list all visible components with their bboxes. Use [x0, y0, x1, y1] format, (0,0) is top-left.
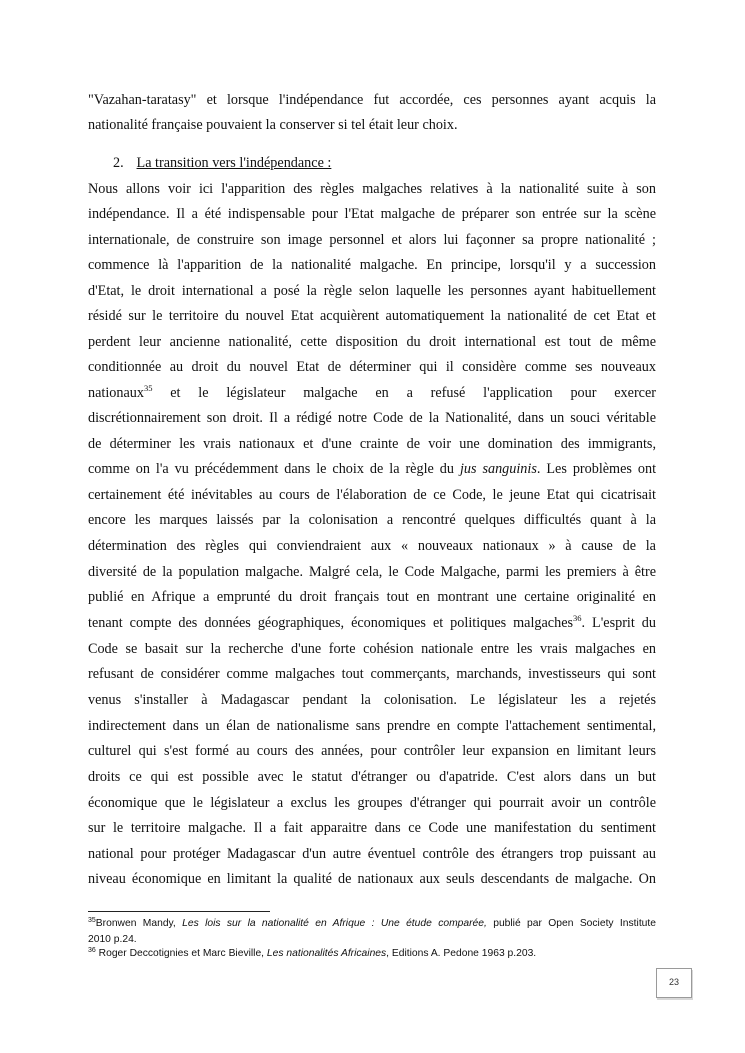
footnote-35 [88, 917, 656, 931]
body-line: niveau économique en limitant la qualité de nationaux aux seuls descendants de malgache. On [88, 871, 656, 887]
footnote-number: 35 [88, 917, 96, 924]
body-line: Nous allons voir ici l'apparition des règles malgaches relatives à la nationalité suite à son [88, 181, 656, 197]
body-line: indirectement dans un élan de nationalisme sans prendre en compte l'attachement sentimental, [88, 718, 656, 734]
footnote-35-line2: 2010 p.24. [88, 934, 137, 945]
body-line: Code se basait sur la recherche d'une forte cohésion nationale entre les vrais malgaches en [88, 641, 656, 657]
body-line: économique que le législateur a exclus les groupes d'étranger qui pourrait avoir un contrôle [88, 795, 656, 811]
body-line: refusant de considérer comme malgaches tout commerçants, marchands, investisseurs qui sont [88, 666, 656, 682]
body-text: . L'esprit du [581, 615, 656, 631]
body-line: de déterminer les vrais nationaux et d'une crainte de voir une domination des immigrants, [88, 436, 656, 452]
section-number: 2. [113, 155, 124, 171]
body-line [88, 384, 656, 402]
body-line: conditionnée au droit du nouvel Etat de déterminer qui il considère comme ses nouveaux [88, 359, 656, 375]
body-line: commence là l'apparition de la nationalité malgache. En principe, lorsqu'il y a succession [88, 257, 656, 273]
body-line: droits ce qui est possible avec le statut d'étranger ou d'apatride. C'est alors dans un but [88, 769, 656, 785]
body-line: sur le territoire malgache. Il a fait apparaitre dans ce Code une manifestation du sentiment [88, 820, 656, 836]
footnote-ref-36: 36 [573, 613, 582, 623]
footnote-title: Les lois sur la nationalité en Afrique : Une étude comparée, [182, 918, 487, 929]
body-line: publié en Afrique a emprunté du droit français tout en montrant une certaine originalité en [88, 589, 656, 605]
section-title: La transition vers l'indépendance : [136, 155, 332, 171]
body-line: nationalité française pouvaient la conserver si tel était leur choix. [88, 117, 458, 133]
body-line: venus s'installer à Madagascar pendant la colonisation. Le législateur les a rejetés [88, 692, 656, 708]
footnote-author: Bronwen Mandy, [95, 918, 183, 929]
body-line: indépendance. Il a été indispensable pour l'Etat malgache de préparer son entrée sur la scène [88, 206, 656, 222]
body-text: et le législateur malgache en a refusé l'application pour exercer [152, 385, 656, 401]
page-number: 23 [656, 968, 692, 998]
body-line [88, 614, 656, 632]
body-text: . Les problèmes ont [536, 461, 657, 477]
body-line: détermination des règles qui conviendraient aux « nouveaux nationaux » à cause de la [88, 538, 656, 554]
body-line [88, 460, 656, 478]
body-line: national pour protéger Madagascar d'un autre éventuel contrôle des étrangers trop puissant au [88, 846, 656, 862]
body-line: internationale, de construire son image personnel et alors lui façonner sa propre nationalité ; [88, 232, 656, 248]
body-line: résidé sur le territoire du nouvel Etat acquièrent automatiquement la nationalité de cet Etat et [88, 308, 656, 324]
body-line: discrétionnairement son droit. Il a rédigé notre Code de la Nationalité, dans un souci véritable [88, 410, 656, 426]
footnote-title: Les nationalités Africaines [266, 948, 387, 959]
italic-term: jus sanguinis [459, 461, 537, 477]
body-text: nationaux [88, 385, 144, 401]
body-line: culturel qui s'est formé au cours des années, pour contrôler leur expansion en limitant leurs [88, 743, 656, 759]
body-text: comme on l'a vu précédemment dans le choix de la règle du [88, 461, 460, 477]
footnote-number: 36 [88, 947, 96, 954]
body-line: certainement été inévitables au cours de l'élaboration de ce Code, le jeune Etat qui cicatrisait [88, 487, 656, 503]
section-heading [113, 154, 331, 172]
footnote-36 [88, 947, 656, 961]
body-text: tenant compte des données géographiques, économiques et politiques malgaches [88, 615, 574, 631]
footnote-publisher: , Editions A. Pedone 1963 p.203. [386, 948, 537, 959]
body-line: diversité de la population malgache. Malgré cela, le Code Malgache, parmi les premiers à être [88, 564, 656, 580]
footnote-ref-35: 35 [143, 383, 153, 393]
body-line: d'Etat, le droit international a posé la règle selon laquelle les personnes ayant habituellement [88, 283, 656, 299]
footnote-publisher: publié par Open Society Institute [486, 918, 656, 929]
body-line: perdent leur ancienne nationalité, cette disposition du droit international est tout de même [88, 334, 656, 350]
body-line: encore les marques laissés par la colonisation a rencontré quelques difficultés quant à la [88, 512, 656, 528]
footnote-author: Roger Deccotignies et Marc Bieville, [95, 948, 267, 959]
footnote-separator [88, 911, 270, 912]
body-line: "Vazahan-taratasy" et lorsque l'indépendance fut accordée, ces personnes ayant acquis la [88, 92, 656, 108]
